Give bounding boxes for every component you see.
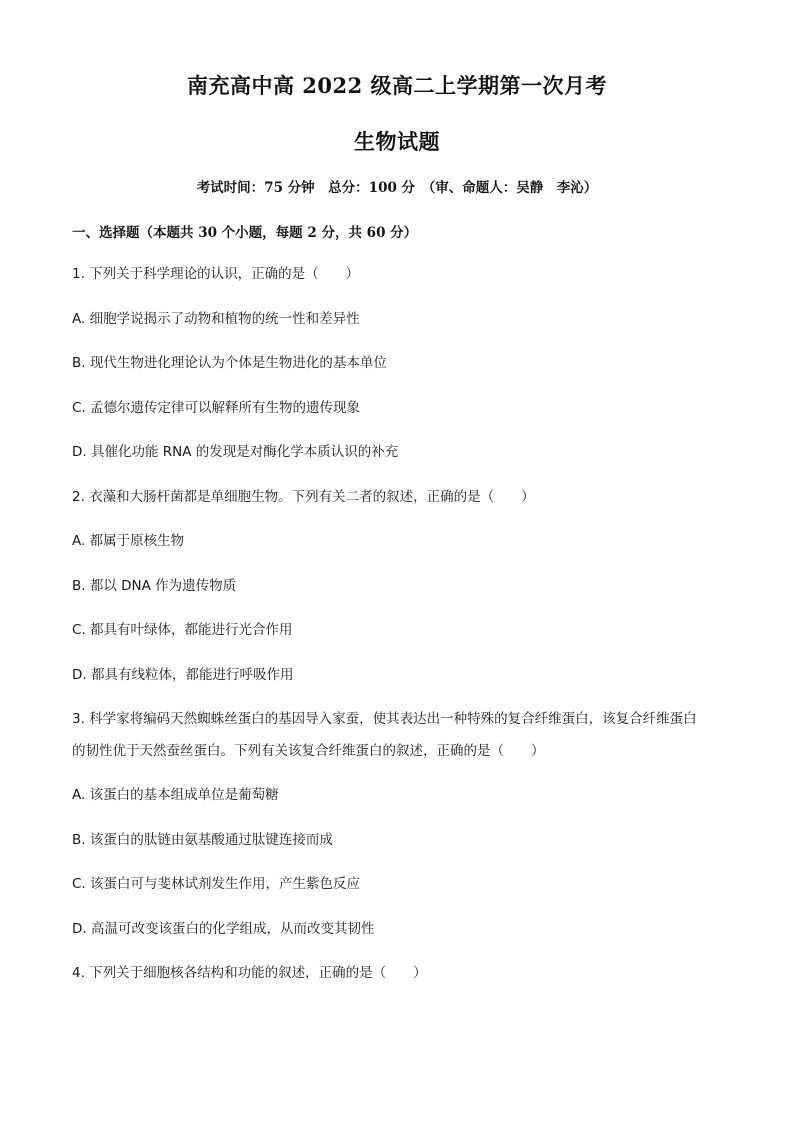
question-2-option-b: B. 都以 DNA 作为遗传物质	[72, 578, 237, 594]
section-heading-multiple-choice: 一、选择题（本题共 30 个小题，每题 2 分，共 60 分）	[72, 225, 418, 241]
question-1-option-d: D. 具催化功能 RNA 的发现是对酶化学本质认识的补充	[72, 444, 399, 460]
question-1-option-c: C. 孟德尔遗传定律可以解释所有生物的遗传现象	[72, 400, 361, 416]
exam-info: 考试时间：75 分钟 总分：100 分 （审、命题人：吴静 李沁）	[196, 180, 598, 196]
question-2-stem: 2. 衣藻和大肠杆菌都是单细胞生物。下列有关二者的叙述，正确的是（ ）	[72, 489, 535, 505]
question-3-stem-line-2: 的韧性优于天然蚕丝蛋白。下列有关该复合纤维蛋白的叙述，正确的是（ ）	[72, 743, 545, 759]
question-3-option-d: D. 高温可改变该蛋白的化学组成，从而改变其韧性	[72, 921, 375, 937]
question-4-stem: 4. 下列关于细胞核各结构和功能的叙述，正确的是（ ）	[72, 965, 427, 981]
question-2-option-a: A. 都属于原核生物	[72, 533, 185, 549]
exam-title: 南充高中高 2022 级高二上学期第一次月考	[186, 73, 608, 98]
question-3-option-b: B. 该蛋白的肽链由氨基酸通过肽键连接而成	[72, 832, 333, 848]
exam-subject-title: 生物试题	[354, 129, 440, 154]
question-1-option-a: A. 细胞学说揭示了动物和植物的统一性和差异性	[72, 311, 360, 327]
question-1-option-b: B. 现代生物进化理论认为个体是生物进化的基本单位	[72, 355, 387, 371]
question-3-stem-line-1: 3. 科学家将编码天然蜘蛛丝蛋白的基因导入家蚕，使其表达出一种特殊的复合纤维蛋白，该复合纤维蛋白	[72, 711, 697, 727]
question-1-stem: 1. 下列关于科学理论的认识，正确的是（ ）	[72, 266, 360, 282]
question-3-option-c: C. 该蛋白可与斐林试剂发生作用，产生紫色反应	[72, 876, 361, 892]
question-2-option-c: C. 都具有叶绿体，都能进行光合作用	[72, 622, 293, 638]
question-2-option-d: D. 都具有线粒体，都能进行呼吸作用	[72, 667, 294, 683]
question-3-option-a: A. 该蛋白的基本组成单位是葡萄糖	[72, 787, 279, 803]
